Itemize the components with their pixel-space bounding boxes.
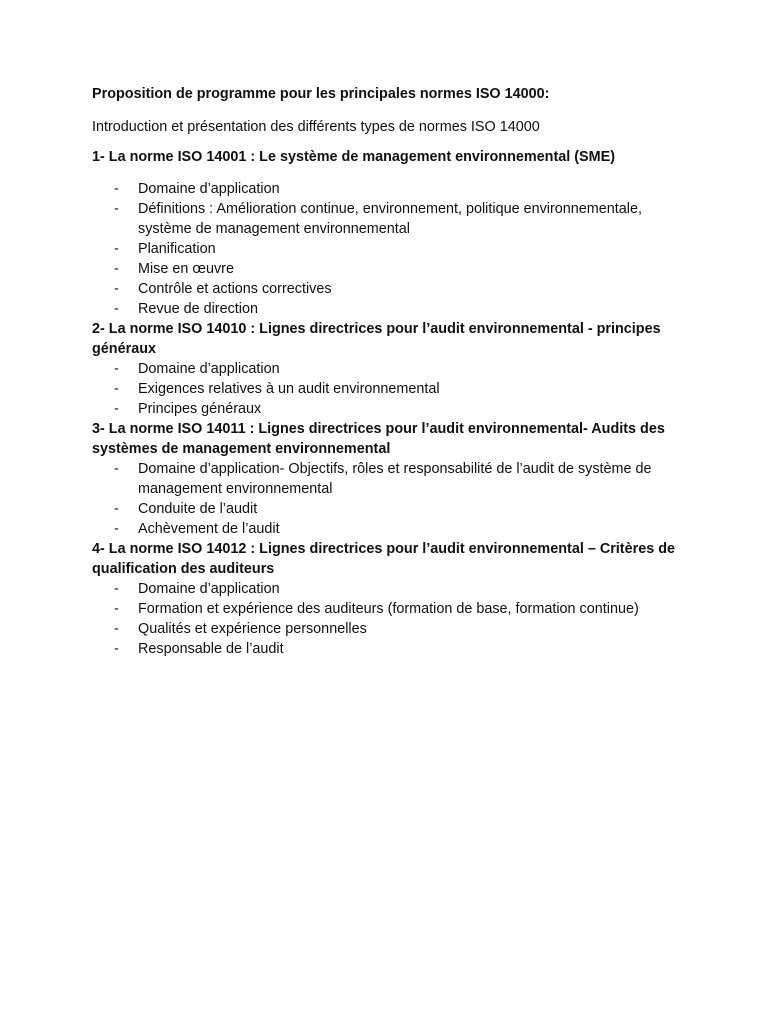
bullet-dash: - — [114, 381, 119, 397]
bullet-dash: - — [114, 281, 119, 297]
list-item-text: Domaine d’application- Objectifs, rôles et responsabilité de l’audit de système de management environnemental — [138, 461, 652, 497]
list-item-text: Domaine d’application — [138, 581, 280, 597]
section-heading: 3- La norme ISO 14011 : Lignes directrices pour l’audit environnemental- Audits des systèmes de management environnemental — [92, 421, 665, 457]
bullet-dash: - — [114, 301, 119, 317]
list-item — [92, 399, 692, 419]
bullet-dash: - — [114, 181, 119, 197]
list-item — [92, 639, 692, 659]
list-item-text: Responsable de l’audit — [138, 641, 284, 657]
list-item — [92, 599, 692, 619]
list-item-text: Mise en œuvre — [138, 261, 234, 277]
list-item-text: Achèvement de l’audit — [138, 521, 280, 537]
section-iso-14011 — [92, 419, 692, 539]
list-item-text: Principes généraux — [138, 401, 262, 417]
bullet-dash: - — [114, 361, 119, 377]
bullet-dash: - — [114, 401, 119, 417]
bullet-dash: - — [114, 261, 119, 277]
list-item — [92, 459, 692, 499]
list-item — [92, 359, 692, 379]
section-item-list — [92, 579, 692, 659]
list-item — [92, 379, 692, 399]
document-title: Proposition de programme pour les principales normes ISO 14000: — [92, 86, 550, 102]
section-heading: 1- La norme ISO 14001 : Le système de management environnemental (SME) — [92, 149, 616, 165]
list-item-text: Définitions : Amélioration continue, environnement, politique environnementale, système de management environnemental — [138, 201, 642, 237]
section-item-list — [92, 459, 692, 539]
list-item-text: Domaine d’application — [138, 361, 280, 377]
list-item-text: Planification — [138, 241, 216, 257]
bullet-dash: - — [114, 521, 119, 537]
bullet-dash: - — [114, 201, 119, 217]
list-item — [92, 259, 692, 279]
list-item — [92, 199, 692, 239]
list-item-text: Domaine d’application — [138, 181, 280, 197]
list-item-text: Revue de direction — [138, 301, 258, 317]
bullet-dash: - — [114, 621, 119, 637]
list-item — [92, 579, 692, 599]
introduction-text: Introduction et présentation des différents types de normes ISO 14000 — [92, 119, 540, 135]
list-item — [92, 239, 692, 259]
section-heading: 4- La norme ISO 14012 : Lignes directrices pour l’audit environnemental – Critères de qualification des auditeurs — [92, 541, 676, 577]
list-item — [92, 619, 692, 639]
bullet-dash: - — [114, 581, 119, 597]
list-item-text: Exigences relatives à un audit environnemental — [138, 381, 440, 397]
section-item-list — [92, 179, 692, 319]
bullet-dash: - — [114, 461, 119, 477]
list-item-text: Contrôle et actions correctives — [138, 281, 332, 297]
section-heading: 2- La norme ISO 14010 : Lignes directrices pour l’audit environnemental - principes généraux — [92, 321, 661, 357]
list-item — [92, 499, 692, 519]
list-item — [92, 519, 692, 539]
bullet-dash: - — [114, 501, 119, 517]
section-iso-14012 — [92, 539, 692, 659]
list-item-text: Formation et expérience des auditeurs (formation de base, formation continue) — [138, 601, 639, 617]
list-item-text: Conduite de l’audit — [138, 501, 258, 517]
document-page — [92, 84, 692, 659]
list-item — [92, 299, 692, 319]
bullet-dash: - — [114, 241, 119, 257]
list-item-text: Qualités et expérience personnelles — [138, 621, 367, 637]
section-iso-14001 — [92, 147, 692, 319]
list-item — [92, 179, 692, 199]
list-item — [92, 279, 692, 299]
bullet-dash: - — [114, 601, 119, 617]
section-item-list — [92, 359, 692, 419]
bullet-dash: - — [114, 641, 119, 657]
section-iso-14010 — [92, 319, 692, 419]
